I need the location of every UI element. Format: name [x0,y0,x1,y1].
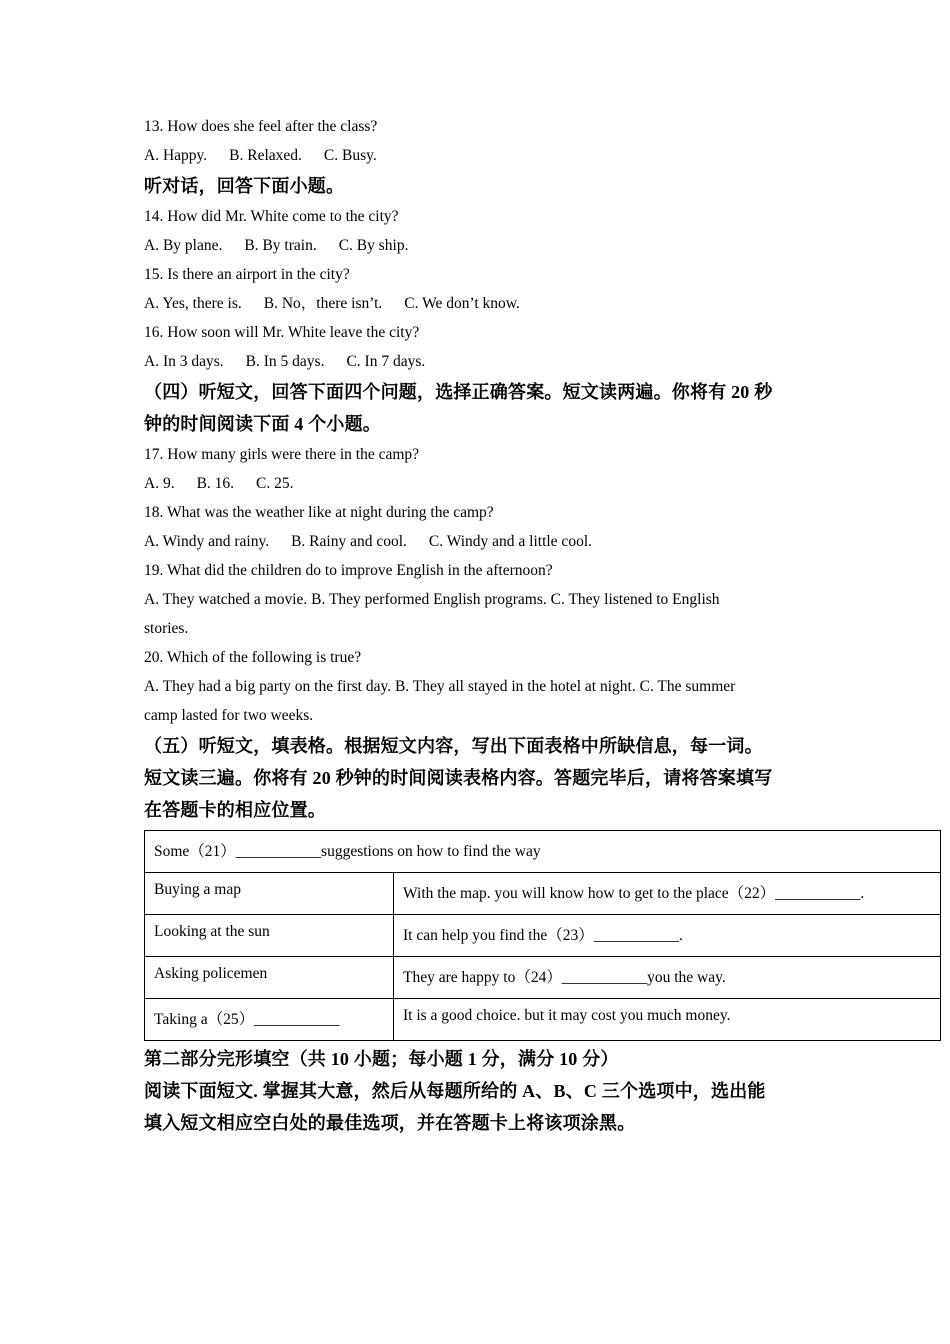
section-heading-part5-line1: （五）听短文，填表格。根据短文内容，写出下面表格中所缺信息，每一词。 [144,736,763,756]
table-row [145,915,941,957]
question-17: 17. How many girls were there in the camp? [144,446,420,463]
part2-title: 第二部分完形填空（共 10 小题；每小题 1 分，满分 10 分） [144,1049,619,1069]
option: A. In 3 days. [144,353,224,370]
table-cell-method: Taking a（25）___________ [145,999,394,1041]
fill-in-table [144,830,941,1041]
section-heading-part4-line1: （四）听短文，回答下面四个问题，选择正确答案。短文读两遍。你将有 20 秒 [144,382,773,402]
question-15-options [144,289,944,318]
part2-instruction-line2: 填入短文相应空白处的最佳选项，并在答题卡上将该项涂黑。 [144,1113,636,1133]
question-16-options [144,347,944,376]
table-row [145,957,941,999]
table-cell-description: With the map. you will know how to get to the place（22）___________. [394,873,941,915]
question-14: 14. How did Mr. White come to the city? [144,208,399,225]
question-19-options-line1: A. They watched a movie. B. They performed English programs. C. They listened to English [144,591,720,608]
option: A. Yes, there is. [144,295,242,312]
option: C. Windy and a little cool. [428,533,592,550]
table-cell-description: It can help you find the（23）___________. [394,915,941,957]
question-16: 16. How soon will Mr. White leave the city? [144,324,420,341]
question-17-options [144,469,944,498]
table-header-row [145,831,941,873]
option: C. Busy. [323,147,377,164]
option: C. By ship. [338,237,409,254]
option: A. 9. [144,475,175,492]
option: A. By plane. [144,237,223,254]
table-header-cell: Some（21）___________suggestions on how to find the way [145,831,941,873]
section-heading-dialog: 听对话，回答下面小题。 [144,176,345,196]
question-18-options [144,527,944,556]
question-15: 15. Is there an airport in the city? [144,266,350,283]
table-cell-method: Buying a map [145,873,394,915]
option: C. In 7 days. [346,353,426,370]
option: B. 16. [196,475,235,492]
table-cell-description: They are happy to（24）___________you the way. [394,957,941,999]
question-13-options [144,141,944,170]
question-20-options-line1: A. They had a big party on the first day. B. They all stayed in the hotel at night. C. The summer [144,678,736,695]
section-heading-part5-line2: 短文读三遍。你将有 20 秒钟的时间阅读表格内容。答题完毕后，请将答案填写 [144,768,773,788]
table-row [145,873,941,915]
table-row [145,999,941,1041]
section-heading-part4-line2: 钟的时间阅读下面 4 个小题。 [144,414,381,434]
table-cell-method: Asking policemen [145,957,394,999]
option: A. Happy. [144,147,208,164]
option: C. 25. [256,475,294,492]
option: B. By train. [244,237,317,254]
option: C. We don’t know. [404,295,520,312]
question-19: 19. What did the children do to improve English in the afternoon? [144,562,553,579]
question-20: 20. Which of the following is true? [144,649,362,666]
section-heading-part5-line3: 在答题卡的相应位置。 [144,800,326,820]
question-13: 13. How does she feel after the class? [144,118,378,135]
question-19-options-line2: stories. [144,620,189,637]
option: A. Windy and rainy. [144,533,270,550]
option: B. Relaxed. [229,147,302,164]
document-page [144,112,944,1139]
option: B. Rainy and cool. [291,533,407,550]
option: B. In 5 days. [245,353,325,370]
table-cell-description: It is a good choice. but it may cost you much money. [394,999,941,1041]
option: B. No，there isn’t. [263,295,383,312]
table-cell-method: Looking at the sun [145,915,394,957]
question-20-options-line2: camp lasted for two weeks. [144,707,314,724]
question-14-options [144,231,944,260]
part2-instruction-line1: 阅读下面短文. 掌握其大意，然后从每题所给的 A、B、C 三个选项中，选出能 [144,1081,766,1101]
question-18: 18. What was the weather like at night during the camp? [144,504,494,521]
